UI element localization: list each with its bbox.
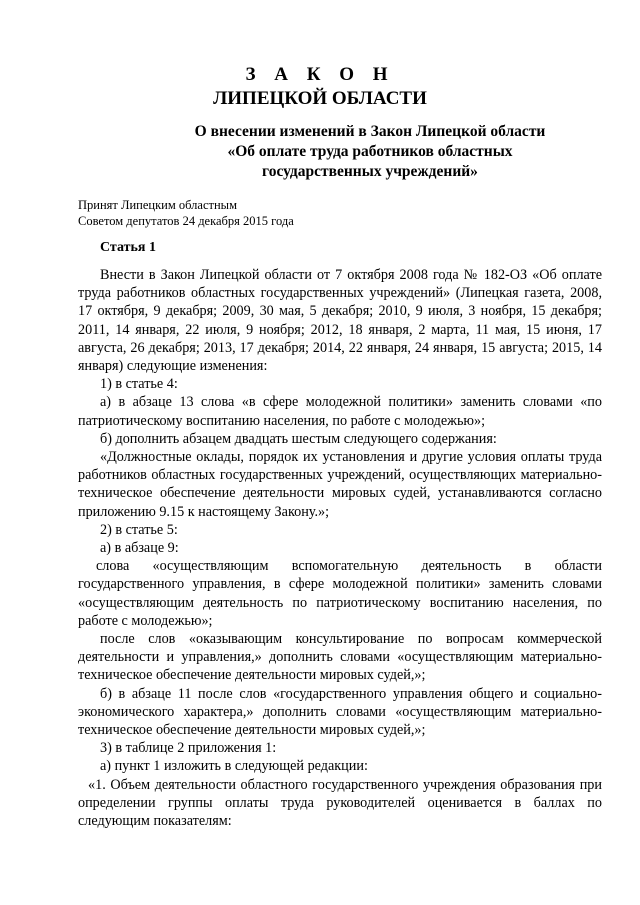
law-subtitle: [150, 122, 590, 182]
adoption-note: [78, 197, 294, 229]
paragraph-item: после слов «оказывающим консультирование по вопросам коммерческой деятельности и управления,» дополнить словами «осуществляющим материально-техническое обеспечение деятельности мировых судей,»;: [78, 631, 602, 684]
subtitle-line-1: О внесении изменений в Закон Липецкой области: [194, 123, 546, 140]
adoption-line-2: Советом депутатов 24 декабря 2015 года: [78, 214, 294, 228]
paragraph-item: б) дополнить абзацем двадцать шестым следующего содержания:: [100, 430, 497, 447]
subtitle-line-2: «Об оплате труда работников областных: [227, 143, 513, 160]
article-title: Статья 1: [100, 240, 156, 255]
law-heading: З А К О Н: [245, 64, 395, 85]
paragraph-item: а) в абзаце 13 слова «в сфере молодежной политики» заменить словами «по патриотическому воспитанию населения, по работе с молодежью»;: [78, 394, 602, 429]
paragraph-quote: «Должностные оклады, порядок их установления и другие условия оплаты труда работников областных государственных учреждений, осуществляющих материально-техническое обеспечение деятельности мировых судей, устанавливаются согласно приложению 9.15 к настоящему Закону.»;: [78, 449, 602, 520]
region-heading: ЛИПЕЦКОЙ ОБЛАСТИ: [213, 88, 427, 109]
paragraph-item: а) в абзаце 9:: [100, 540, 179, 557]
adoption-line-1: Принят Липецким областным: [78, 198, 237, 212]
paragraph-item: б) в абзаце 11 после слов «государственного управления общего и социально-экономического характера,» дополнить словами «осуществляющим материально-техническое обеспечение деятельности мировых судей,»;: [78, 685, 602, 739]
article-body: [78, 266, 602, 830]
paragraph-quote: «1. Объем деятельности областного государственного учреждения образования при определении группы оплаты труда руководителей оценивается в баллах по следующим показателям:: [78, 776, 602, 830]
paragraph-item: 2) в статье 5:: [100, 521, 178, 538]
paragraph-item: 1) в статье 4:: [100, 376, 178, 393]
paragraph-item: 3) в таблице 2 приложения 1:: [100, 740, 277, 757]
subtitle-line-3: государственных учреждений»: [262, 163, 478, 180]
paragraph-item: а) пункт 1 изложить в следующей редакции:: [100, 758, 368, 775]
paragraph-intro: Внести в Закон Липецкой области от 7 октября 2008 года № 182-ОЗ «Об оплате труда работников областных государственных учреждений» (Липецкая газета, 2008, 17 октября, 9 декабря; 2009, 30 мая, 5 декабря; 2010, 9 июля, 3 ноября, 15 декабря; 2011, 14 января, 22 июля, 9 ноября; 2012, 18 января, 2 марта, 11 мая, 15 июня, 17 августа, 26 декабря; 2013, 17 декабря; 2014, 22 января, 24 января, 15 августа; 2015, 14 января) следующие изменения:: [78, 267, 602, 375]
paragraph-item: слова «осуществляющим вспомогательную деятельность в области государственного управления, в сфере молодежной политики» заменить словами «осуществляющим деятельность по патриотическому воспитанию населения, по работе с молодежью»;: [78, 558, 602, 629]
